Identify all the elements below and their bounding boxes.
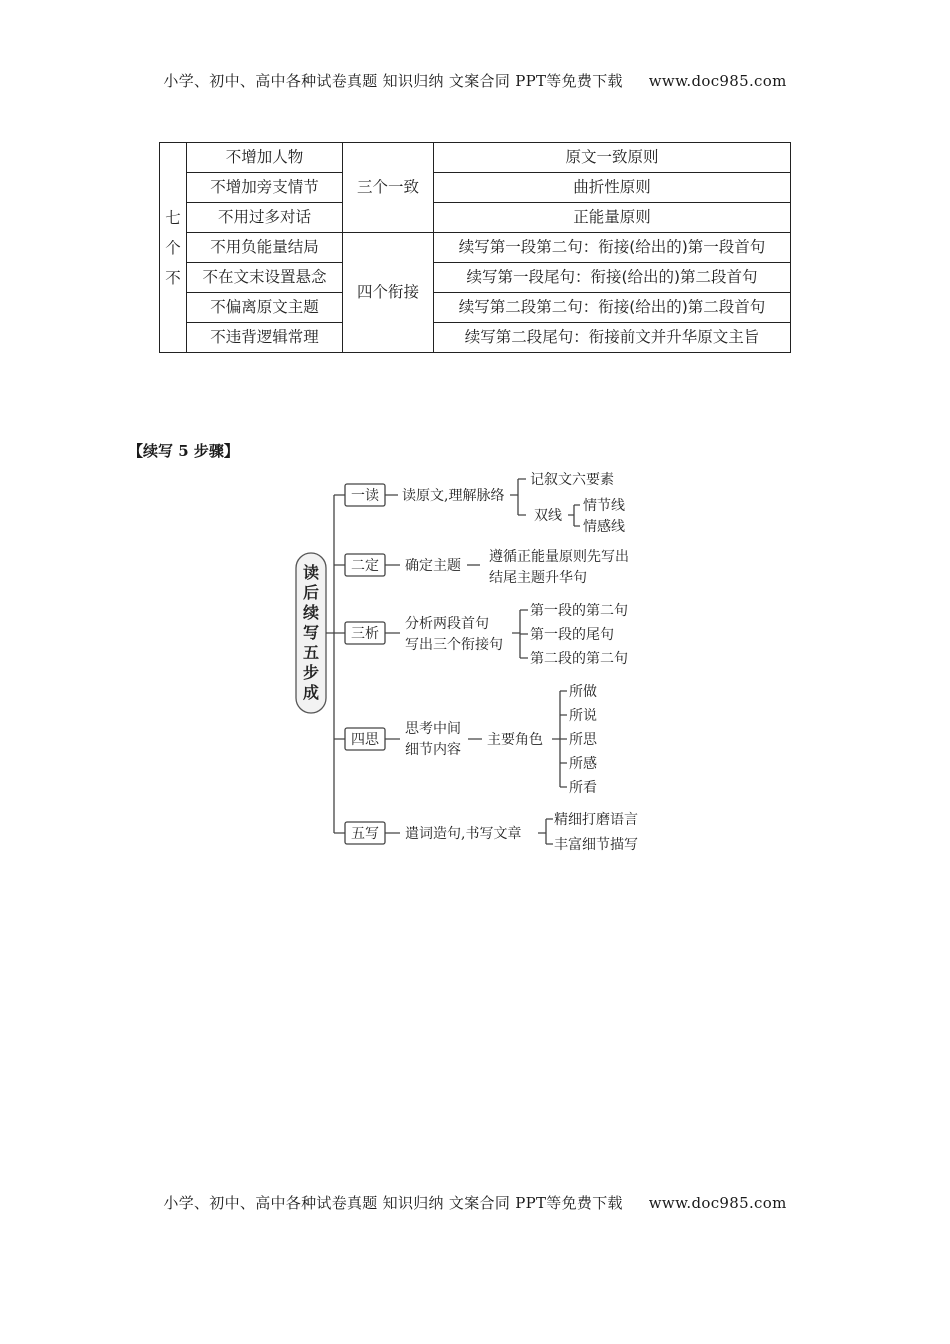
group-cell: 四个衔接 bbox=[343, 233, 434, 353]
step-item: 所看 bbox=[569, 780, 597, 796]
step-item: 记叙文六要素 bbox=[530, 472, 614, 488]
rule-cell: 不用负能量结局 bbox=[187, 233, 343, 263]
step-desc: 遣词造句,书写文章 bbox=[405, 826, 522, 842]
principle-cell: 原文一致原则 bbox=[434, 143, 791, 173]
step-desc: 读原文,理解脉络 bbox=[402, 488, 505, 504]
principle-cell: 曲折性原则 bbox=[434, 173, 791, 203]
root-char: 续 bbox=[302, 603, 320, 622]
step-item: 双线 bbox=[534, 508, 562, 524]
five-step-mindmap bbox=[290, 465, 660, 860]
footer-site[interactable]: www.doc985.com bbox=[648, 1194, 787, 1212]
root-char: 读 bbox=[302, 563, 320, 582]
step-item: 所思 bbox=[569, 732, 597, 748]
step-label: 一读 bbox=[351, 488, 379, 504]
link-cell: 续写第一段尾句：衔接(给出的)第二段首句 bbox=[434, 263, 791, 293]
side-char: 个 bbox=[165, 238, 181, 257]
step-item: 第一段的第二句 bbox=[530, 603, 628, 619]
side-char: 七 bbox=[165, 208, 181, 227]
link-cell: 续写第一段第二句：衔接(给出的)第一段首句 bbox=[434, 233, 791, 263]
section-title: 【续写 5 步骤】 bbox=[128, 442, 239, 460]
rule-cell: 不偏离原文主题 bbox=[187, 293, 343, 323]
table-side-label bbox=[160, 143, 187, 353]
group-cell: 三个一致 bbox=[343, 143, 434, 233]
step-item: 精细打磨语言 bbox=[554, 812, 638, 828]
step-desc: 思考中间 bbox=[405, 721, 461, 737]
step-label: 二定 bbox=[351, 558, 379, 574]
rule-cell: 不增加旁支情节 bbox=[187, 173, 343, 203]
step-item: 情感线 bbox=[583, 519, 625, 535]
link-cell: 续写第二段第二句：衔接(给出的)第二段首句 bbox=[434, 293, 791, 323]
step-desc: 分析两段首句 bbox=[405, 616, 489, 632]
step-label: 三析 bbox=[351, 626, 379, 642]
page-header bbox=[0, 70, 950, 91]
step-item: 丰富细节描写 bbox=[554, 837, 638, 853]
step-middle: 主要角色 bbox=[487, 732, 543, 748]
header-site[interactable]: www.doc985.com bbox=[648, 72, 787, 90]
root-char: 成 bbox=[302, 683, 320, 702]
side-char: 不 bbox=[165, 268, 181, 287]
step-desc: 确定主题 bbox=[405, 558, 461, 574]
root-char: 步 bbox=[302, 663, 320, 682]
step-item: 第一段的尾句 bbox=[530, 627, 614, 643]
step-item: 第二段的第二句 bbox=[530, 651, 628, 667]
step-item: 情节线 bbox=[583, 498, 625, 514]
header-text: 小学、初中、高中各种试卷真题 知识归纳 文案合同 PPT等免费下载 bbox=[163, 72, 623, 90]
link-cell: 续写第二段尾句：衔接前文并升华原文主旨 bbox=[434, 323, 791, 353]
root-char: 五 bbox=[302, 643, 320, 662]
step-item: 所说 bbox=[569, 708, 597, 724]
rule-cell: 不违背逻辑常理 bbox=[187, 323, 343, 353]
principle-cell: 正能量原则 bbox=[434, 203, 791, 233]
seven-no-table bbox=[159, 142, 791, 353]
page-footer bbox=[0, 1192, 950, 1213]
rule-cell: 不增加人物 bbox=[187, 143, 343, 173]
step-detail: 结尾主题升华句 bbox=[489, 570, 587, 586]
footer-text: 小学、初中、高中各种试卷真题 知识归纳 文案合同 PPT等免费下载 bbox=[163, 1194, 623, 1212]
step-item: 所感 bbox=[569, 756, 597, 772]
step-label: 五写 bbox=[351, 826, 379, 842]
step-label: 四思 bbox=[351, 732, 379, 748]
step-desc: 写出三个衔接句 bbox=[405, 637, 503, 653]
step-detail: 遵循正能量原则先写出 bbox=[489, 549, 629, 565]
root-char: 后 bbox=[302, 583, 320, 602]
root-char: 写 bbox=[302, 623, 320, 642]
rule-cell: 不用过多对话 bbox=[187, 203, 343, 233]
step-desc: 细节内容 bbox=[405, 742, 461, 758]
step-item: 所做 bbox=[569, 684, 597, 700]
rule-cell: 不在文末设置悬念 bbox=[187, 263, 343, 293]
